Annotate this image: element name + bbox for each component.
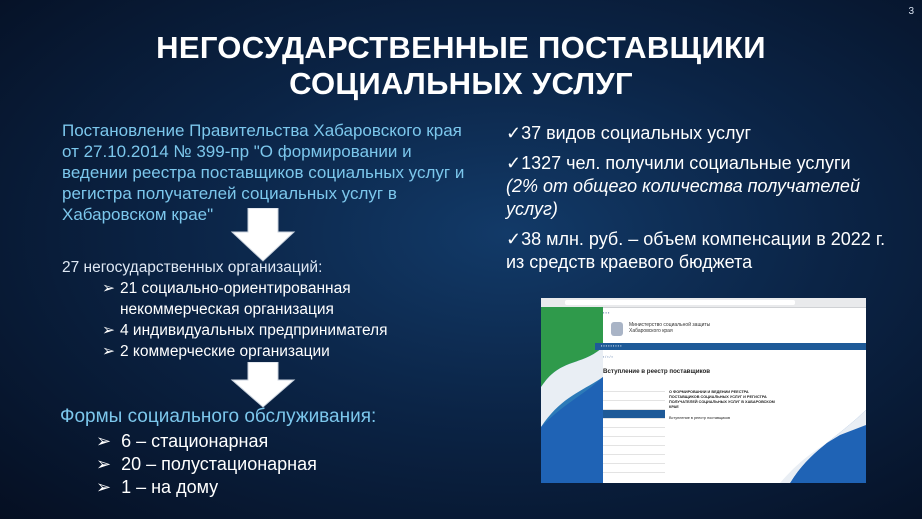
coat-of-arms-logo: [611, 322, 623, 336]
site-content-title: О ФОРМИРОВАНИИ И ВЕДЕНИИ РЕЕСТРА ПОСТАВЩИКОВ СОЦИАЛЬНЫХ УСЛУГ И РЕГИСТРА ПОЛУЧАТЕЛЕЙ СОЦИАЛЬНЫХ УСЛУГ В ХАБАРОВСКОМ КРАЕ: [669, 390, 775, 409]
site-navbar: ▪ ▪ ▪ ▪ ▪ ▪ ▪ ▪ ▪: [595, 343, 866, 350]
arrow-bullet-icon: ➢: [102, 343, 115, 360]
list-item: [60, 453, 376, 476]
stat-compensation: ✓38 млн. руб. – объем компенсации в 2022 г. из средств краевого бюджета: [506, 229, 886, 272]
address-bar: [565, 300, 795, 305]
stat-services: ✓37 видов социальных услуг: [506, 123, 752, 143]
list-item-text: 6 – стационарная: [121, 431, 269, 451]
forms-block: [60, 405, 376, 499]
site-page-title: Вступление в реестр поставщиков: [603, 368, 711, 375]
down-arrow-icon: [230, 208, 296, 262]
arrow-bullet-icon: ➢: [96, 454, 112, 474]
sidebar-item: [603, 428, 665, 437]
sidebar-item-active: [603, 410, 665, 419]
site-topline: ▪ ▪ ▪: [603, 310, 610, 315]
forms-header: Формы социального обслуживания:: [60, 406, 377, 427]
ministry-name: [629, 322, 710, 334]
site-sidebar-menu: [603, 383, 665, 473]
list-item-text: 2 коммерческие организации: [120, 343, 330, 360]
list-item-text: 1 – на дому: [121, 477, 219, 497]
website-screenshot: [541, 298, 866, 483]
flag-wave-image: [780, 350, 866, 483]
organizations-block: [62, 257, 450, 362]
list-item: [62, 341, 450, 362]
sidebar-item: [603, 446, 665, 455]
organizations-list: [62, 278, 450, 362]
decree-text: Постановление Правительства Хабаровского края от 27.10.2014 № 399-пр "О формировании и ведении реестра поставщиков социальных услуг и регистра получателей социальных услуг в Хабаровском крае": [62, 121, 465, 224]
stat-recipients-note: (2% от общего количества получателей услуг): [506, 176, 860, 219]
list-item: [60, 476, 376, 499]
sidebar-item: [603, 383, 665, 392]
organizations-header: 27 негосударственных организаций:: [62, 259, 323, 276]
stats-block: [506, 122, 906, 281]
sidebar-item: [603, 464, 665, 473]
arrow-bullet-icon: ➢: [96, 477, 112, 497]
arrow-bullet-icon: ➢: [96, 431, 112, 451]
list-item-text: 4 индивидуальных предпринимателя: [120, 322, 388, 339]
down-arrow-icon: [230, 362, 296, 408]
slide-number: 3: [908, 6, 914, 17]
sidebar-item: [603, 392, 665, 401]
list-item-text: 20 – полустационарная: [121, 454, 317, 474]
sidebar-item: [603, 437, 665, 446]
flag-wave-image: [541, 307, 603, 483]
list-item-text: 21 социально-ориентированная некоммерческая организация: [120, 280, 351, 318]
ministry-line-2: Хабаровского края: [629, 328, 673, 334]
arrow-bullet-icon: ➢: [102, 280, 115, 297]
ministry-line-1: Министерство социальной защиты: [629, 322, 711, 328]
forms-list: [60, 430, 376, 499]
sidebar-item: [603, 455, 665, 464]
title-line-1: НЕГОСУДАРСТВЕННЫЕ ПОСТАВЩИКИ: [156, 30, 766, 65]
title-line-2: СОЦИАЛЬНЫХ УСЛУГ: [289, 66, 633, 101]
breadcrumb: ▪ / ▪ / ▪: [603, 355, 613, 359]
stat-recipients-main: ✓1327 чел. получили социальные услуги: [506, 153, 851, 173]
site-content-subtitle: Вступление в реестр поставщиков: [669, 416, 731, 420]
list-item: [62, 278, 450, 320]
list-item: [60, 430, 376, 453]
arrow-bullet-icon: ➢: [102, 322, 115, 339]
sidebar-item: [603, 401, 665, 410]
stat-recipients: [506, 152, 906, 221]
slide-title: [0, 30, 922, 102]
sidebar-item: [603, 419, 665, 428]
list-item: [62, 320, 450, 341]
